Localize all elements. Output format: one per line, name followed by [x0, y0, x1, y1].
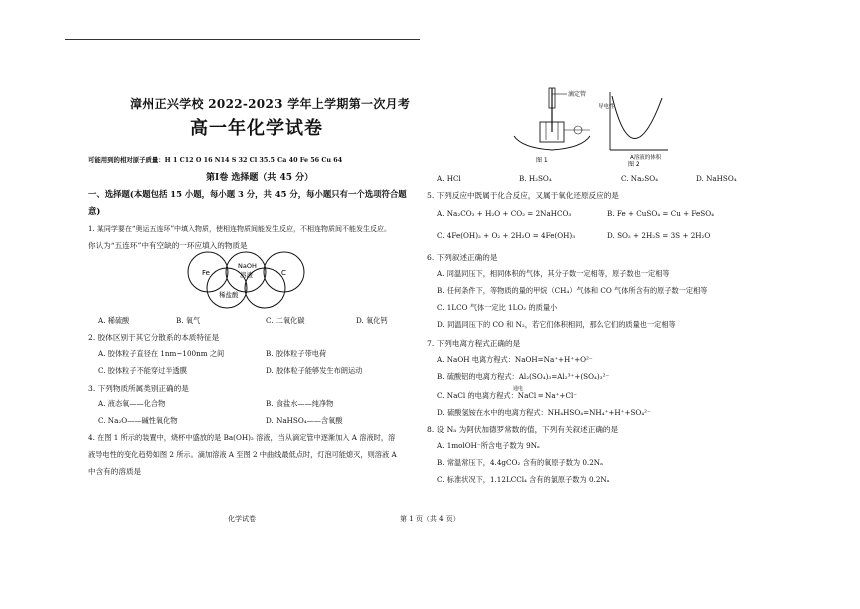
exam-school-title: 漳州正兴学校 2022-2023 学年上学期第一次月考 [130, 97, 411, 111]
fig2-label: 图 2 [628, 161, 640, 168]
burette-label: 滴定管 [568, 91, 587, 98]
q7-stem: 7. 下列电离方程式正确的是 [427, 339, 521, 348]
q3-option-d[interactable]: D. NaHSO₄——含氧酸 [266, 416, 343, 425]
ring-label-solution: 溶液 [240, 271, 253, 279]
ring-label-c: C [281, 269, 286, 277]
q8-option-b[interactable]: B. 常温常压下，4.4gCO₂ 含有的氧原子数为 0.2Nₐ [437, 458, 603, 467]
footer-subject: 化学试卷 [228, 515, 256, 523]
q6-option-c[interactable]: C. 1LCO 气体一定比 1LO₂ 的质量小 [437, 303, 558, 312]
q2-stem: 2. 胶体区别于其它分散系的本质特征是 [88, 333, 220, 342]
top-rule [65, 39, 420, 40]
q5-option-d[interactable]: D. SO₂ + 2H₂S = 3S + 2H₂O [607, 231, 711, 240]
section-title: 第Ⅰ卷 选择题（共 45 分） [206, 173, 314, 183]
q2-option-b[interactable]: B. 胶体粒子带电荷 [266, 349, 327, 358]
q2-option-c[interactable]: C. 胶体粒子不能穿过半透膜 [98, 366, 187, 375]
q4-figures [512, 84, 672, 168]
ring-label-naoh: NaOH [238, 262, 257, 270]
q8-option-a[interactable]: A. 1molOH⁻所含电子数为 9Nₐ [437, 441, 540, 450]
electrolysis-arrow-label: 通电 [513, 386, 524, 392]
q3-option-b[interactable]: B. 食盐水——纯净物 [266, 399, 334, 408]
q7-option-d[interactable]: D. 硫酸氢铵在水中的电离方程式：NH₄HSO₄=NH₄⁺+H⁺+SO₄²⁻ [437, 408, 651, 417]
ring-label-fe: Fe [202, 269, 210, 277]
ring-label-hcl: 稀盐酸 [219, 291, 239, 299]
q1-option-d[interactable]: D. 氧化钙 [356, 316, 388, 325]
q3-option-c[interactable]: C. Na₂O——碱性氧化物 [98, 416, 178, 425]
q6-stem: 6. 下列叙述正确的是 [427, 253, 498, 262]
q4-option-c[interactable]: C. Na₂SO₄ [621, 174, 658, 183]
q4-line1: 4. 在图 1 所示的装置中，烧杯中盛放的是 Ba(OH)₂ 溶液，当从滴定管中逐渐加入 A 溶液时，溶 [88, 433, 396, 442]
olympic-rings-figure [180, 250, 320, 310]
fig1-label: 图 1 [536, 157, 548, 164]
q4-option-b[interactable]: B. H₂SO₄ [519, 174, 552, 183]
q1-option-b[interactable]: B. 氧气 [176, 316, 201, 325]
q1-line1: 1. 某同学要在“奥运五连环”中填入物质，使相连物质间能发生反应，不相连物质间不能发生反应。 [88, 225, 392, 233]
intro-line1: 一、选择题(本题包括 15 小题，每小题 3 分，共 45 分，每小题只有一个选项符合题 [88, 189, 407, 199]
q1-option-c[interactable]: C. 二氧化碳 [266, 316, 305, 325]
q7-option-b[interactable]: B. 硫酸铝的电离方程式：Al₂(SO₄)₃=Al₂³⁺+(SO₄)₃²⁻ [437, 372, 610, 381]
q4-option-a[interactable]: A. HCl [437, 174, 461, 183]
yaxis-label: 导电性 [598, 104, 615, 110]
q6-option-b[interactable]: B. 任何条件下，等物质的量的甲烷（CH₄）气体和 CO 气体所含有的原子数一定相等 [437, 286, 708, 295]
q4-line2: 液导电性的变化趋势如图 2 所示。滴加溶液 A 至图 2 中曲线最低点时，灯泡可能熄灭，则溶液 A [88, 450, 397, 459]
q5-option-a[interactable]: A. Na₂CO₃ + H₂O + CO₂ = 2NaHCO₃ [437, 209, 572, 218]
q7-option-c[interactable]: C. NaCl 的电离方程式：NaCl ═ Na⁺+Cl⁻ [437, 391, 578, 400]
q2-option-a[interactable]: A. 胶体粒子直径在 1nm~100nm 之间 [98, 349, 225, 358]
q8-option-c[interactable]: C. 标准状况下，1.12LCCl₄ 含有的氯原子数为 0.2Nₐ [437, 475, 610, 484]
q8-stem: 8. 设 Nₐ 为阿伏加德罗常数的值，下列有关叙述正确的是 [427, 425, 619, 434]
q5-stem: 5. 下列反应中既属于化合反应，又属于氧化还原反应的是 [427, 191, 619, 200]
xaxis-label: A溶液的体积 [630, 155, 662, 161]
q3-option-a[interactable]: A. 液态氧——化合物 [98, 399, 166, 408]
footer-page: 第 1 页（共 4 页） [400, 515, 460, 523]
q1-line2: 你认为“五连环”中有空缺的一环应填入的物质是 [88, 241, 248, 250]
q4-line3: 中含有的溶质是 [88, 467, 142, 476]
q5-option-c[interactable]: C. 4Fe(OH)₂ + O₂ + 2H₂O = 4Fe(OH)₃ [437, 231, 576, 240]
q6-option-d[interactable]: D. 同温同压下的 CO 和 N₂，若它们体积相同，那么它们的质量也一定相等 [437, 320, 676, 329]
q2-option-d[interactable]: D. 胶体粒子能够发生布朗运动 [266, 366, 363, 375]
q1-option-a[interactable]: A. 稀硫酸 [98, 316, 130, 325]
intro-line2: 意) [88, 206, 101, 216]
q6-option-a[interactable]: A. 同温同压下，相同体积的气体，其分子数一定相等，原子数也一定相等 [437, 269, 670, 278]
q5-option-b[interactable]: B. Fe + CuSO₄ = Cu + FeSO₄ [607, 209, 714, 218]
atomic-masses: 可能用到的相对原子质量：H 1 C12 O 16 N14 S 32 Cl 35.5 Ca 40 Fe 56 Cu 64 [88, 156, 343, 164]
q7-option-a[interactable]: A. NaOH 电离方程式：NaOH=Na⁺+H⁺+O²⁻ [437, 355, 593, 364]
exam-title: 高一年化学试卷 [190, 118, 323, 139]
q4-option-d[interactable]: D. NaHSO₄ [696, 174, 737, 183]
q3-stem: 3. 下列物质所属类别正确的是 [88, 384, 189, 393]
